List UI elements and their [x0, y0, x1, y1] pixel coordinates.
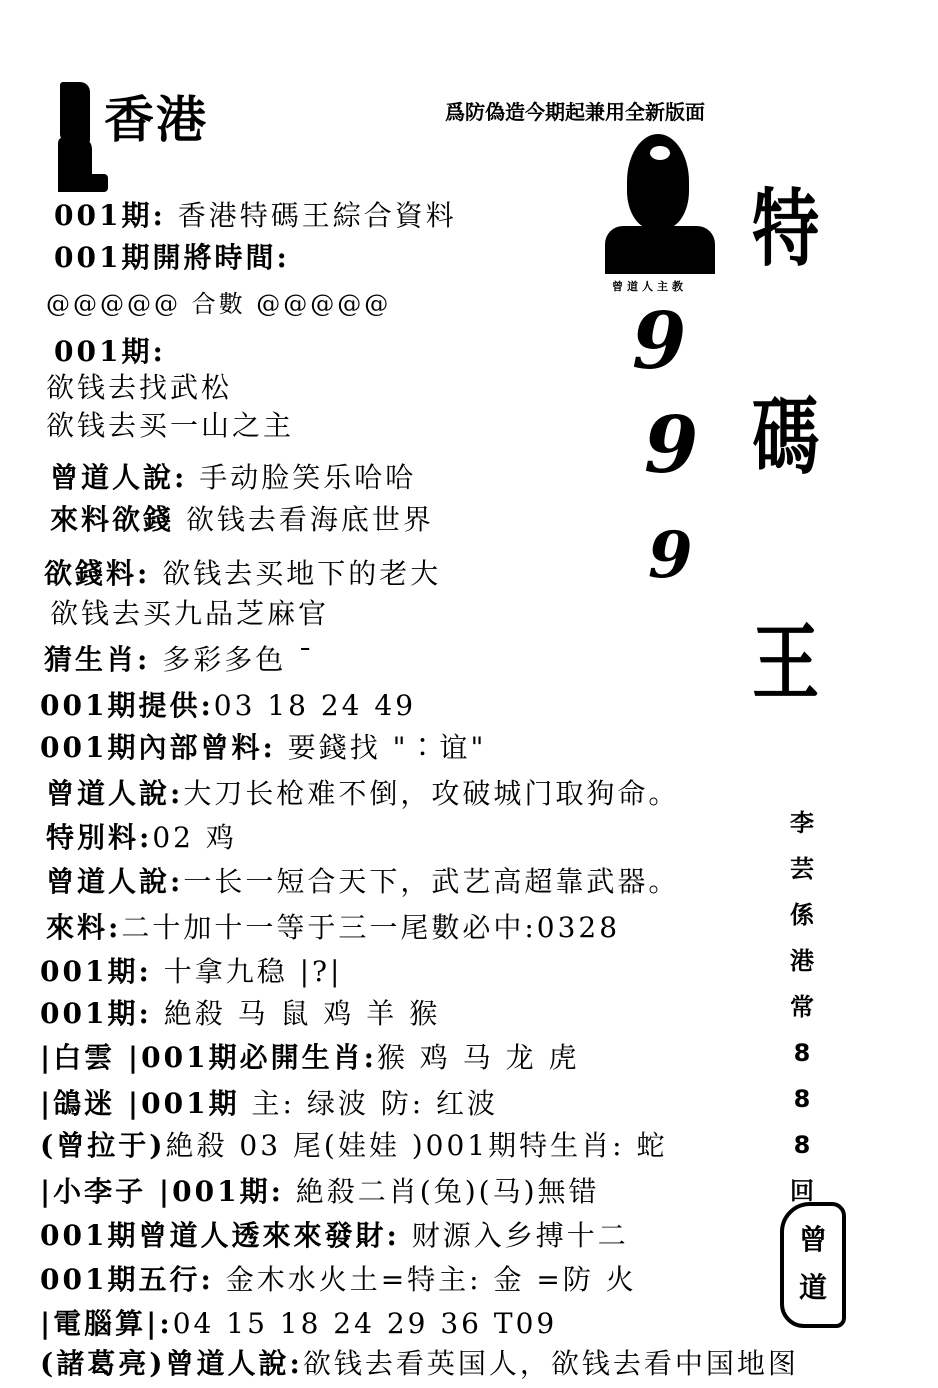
line-23: |小李子 |001期: 絶殺二肖(兔)(马)無错 [40, 1175, 600, 1208]
credit-char: 芸 [790, 855, 814, 883]
line-2: 001期開將時間: [54, 241, 290, 274]
line-22: (曾拉于)絶殺 03 尾(娃娃 )001期特生肖: 蛇 [40, 1129, 668, 1162]
slogan: 爲防偽造今期起兼用全新版面 [445, 100, 705, 124]
line-27: (諸葛亮)曾道人說:欲钱去看英国人，欲钱去看中国地图 [40, 1347, 799, 1380]
line-10: 欲钱去买九品芝麻官 [50, 597, 330, 630]
credit-char: 8 [793, 1131, 811, 1159]
line-14: 曾道人說:大刀长枪难不倒，攻破城门取狗命。 [46, 777, 680, 810]
line-7: 曾道人說: 手动脸笑乐哈哈 [50, 461, 417, 494]
line-3: @@@@@ 合數 @@@@@ [46, 290, 392, 318]
credit-char: 回 [790, 1177, 814, 1205]
title-char-1: 特 [752, 180, 820, 278]
credit-char: 李 [790, 809, 814, 837]
line-19: 001期: 絶殺 马 鼠 鸡 羊 猴 [40, 997, 441, 1030]
line-6: 欲钱去买一山之主 [46, 409, 295, 442]
line-13: 001期內部曾料: 要錢找 "∶谊" [40, 731, 487, 764]
credit-char: 8 [793, 1085, 811, 1113]
credit-char: 係 [790, 901, 814, 929]
nine-3: 9 [648, 518, 693, 593]
line-18: 001期: 十拿九稳 |?| [40, 955, 343, 988]
line-17: 來料:二十加十一等于三一尾數必中:0328 [46, 911, 621, 944]
line-16: 曾道人說:一长一短合天下，武艺高超靠武器。 [46, 865, 680, 898]
portrait-caption: 曾道人主教 [612, 280, 687, 293]
seal-char: 道 [798, 1271, 827, 1304]
line-24: 001期曾道人透來來發財: 财源入乡搏十二 [40, 1219, 629, 1252]
line-12: 001期提供:03 18 24 49 [40, 689, 417, 722]
nine-2: 9 [644, 400, 699, 491]
seal-char: 曾 [798, 1223, 827, 1256]
seal-stamp [780, 1202, 846, 1328]
line-26: |電腦算|:04 15 18 24 29 36 T09 [40, 1307, 558, 1340]
line-20: |白雲 |001期必開生肖:猴 鸡 马 龙 虎 [40, 1041, 580, 1074]
line-8: 來料欲錢 欲钱去看海底世界 [50, 503, 434, 536]
line-9: 欲錢料: 欲钱去买地下的老大 [44, 557, 442, 590]
line-21: |鴿迷 |001期 主: 绿波 防: 红波 [40, 1087, 499, 1120]
portrait-image [605, 134, 715, 284]
line-4: 001期: [54, 335, 166, 368]
line-1: 001期: 香港特碼王綜合資料 [54, 199, 457, 232]
title-char-2: 碼 [752, 388, 820, 486]
title-char-3: 王 [752, 614, 820, 712]
credit-char: 常 [790, 993, 814, 1021]
logo-title: 香港 [104, 91, 208, 149]
line-11: 猜生肖: 多彩多色 ¯ [44, 643, 316, 676]
line-15: 特別料:02 鸡 [46, 821, 237, 854]
line-25: 001期五行: 金木水火土=特主: 金 =防 火 [40, 1263, 637, 1296]
credit-vertical [782, 800, 822, 1214]
line-5: 欲钱去找武松 [46, 371, 233, 404]
credit-char: 港 [790, 947, 814, 975]
credit-char: 8 [793, 1039, 811, 1067]
nine-1: 9 [632, 296, 687, 387]
